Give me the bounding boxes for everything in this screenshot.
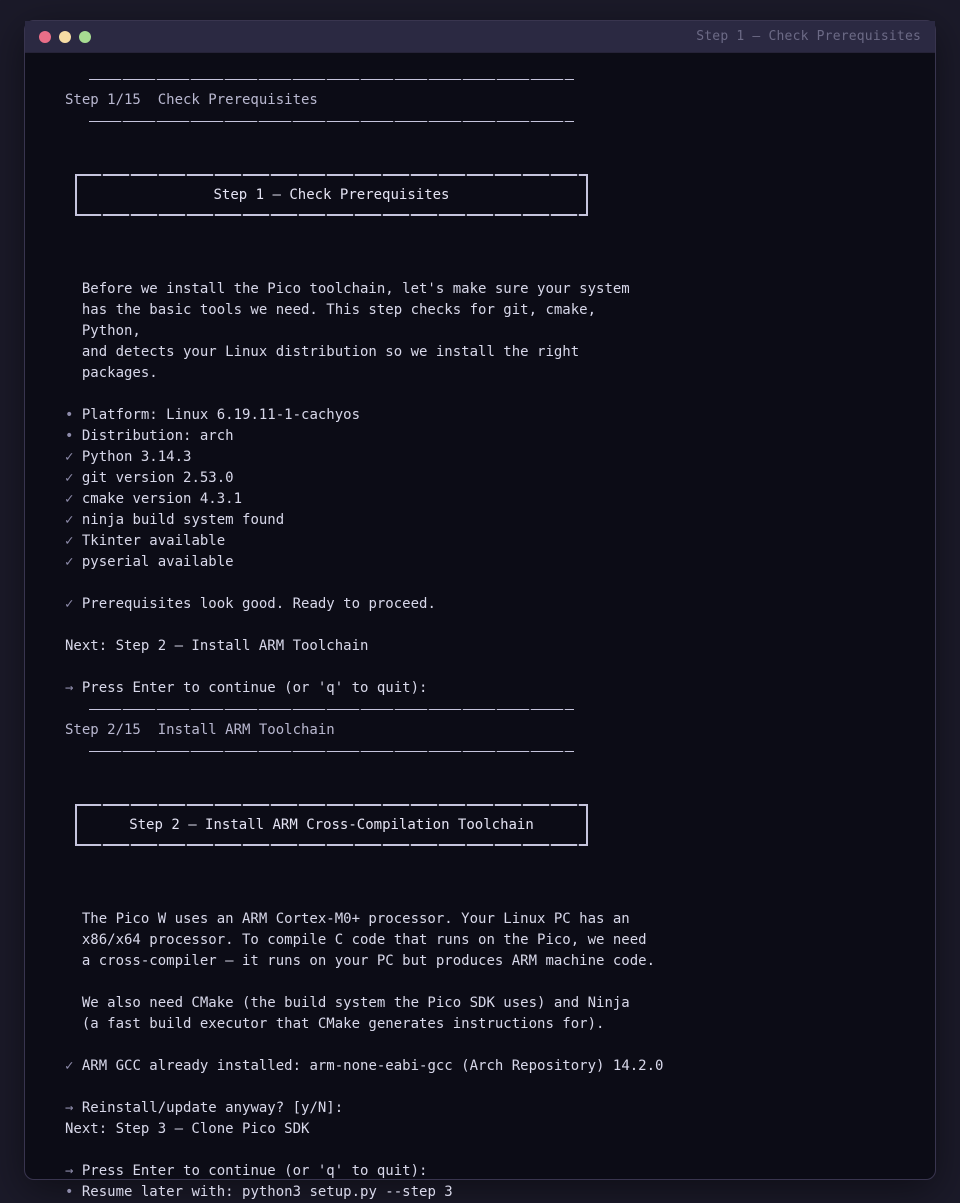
step2-intro-line: x86/x64 processor. To compile C code that runs on the Pico, we need bbox=[81, 932, 647, 948]
spacer bbox=[25, 1035, 935, 1056]
check-icon: ✓ bbox=[65, 554, 74, 570]
check-item: ✓ git version 2.53.0 bbox=[65, 470, 234, 486]
window-titlebar bbox=[25, 21, 935, 53]
step1-next-line: Next: Step 2 — Install ARM Toolchain bbox=[65, 638, 369, 654]
window-title: Step 1 — Check Prerequisites bbox=[696, 29, 921, 44]
check-icon: ✓ bbox=[65, 449, 74, 465]
step1-banner-box bbox=[75, 174, 588, 216]
window-controls bbox=[39, 31, 91, 43]
step1-intro-line: and detects your Linux distribution so we install the right bbox=[81, 344, 580, 360]
step2-banner-title: Step 2 — Install ARM Cross-Compilation Toolchain bbox=[129, 816, 534, 833]
check-item: • Platform: Linux 6.19.11-1-cachyos bbox=[65, 407, 361, 423]
step1-progress-name: Check Prerequisites bbox=[157, 92, 318, 108]
step1-summary: ✓ Prerequisites look good. Ready to proceed. bbox=[65, 596, 436, 612]
step2-continue-prompt[interactable]: → Press Enter to continue (or 'q' to quit): bbox=[65, 1163, 428, 1179]
step1-banner-title: Step 1 — Check Prerequisites bbox=[213, 186, 450, 203]
step2-intro-line: (a fast build executor that CMake generates instructions for). bbox=[81, 1016, 605, 1032]
bullet-icon: • bbox=[65, 1184, 74, 1200]
step1-intro-line: has the basic tools we need. This step checks for git, cmake, bbox=[81, 302, 597, 318]
check-item: ✓ Tkinter available bbox=[65, 533, 226, 549]
check-icon: ✓ bbox=[65, 596, 74, 612]
spacer bbox=[25, 216, 935, 258]
spacer bbox=[25, 384, 935, 405]
step1-progress-line bbox=[25, 90, 935, 111]
spacer bbox=[25, 132, 935, 174]
step1-intro-line: Before we install the Pico toolchain, let's make sure your system bbox=[81, 281, 630, 297]
step2-next-line: Next: Step 3 — Clone Pico SDK bbox=[65, 1121, 310, 1137]
spacer bbox=[25, 888, 935, 909]
check-icon: ✓ bbox=[65, 533, 74, 549]
check-item: ✓ ninja build system found bbox=[65, 512, 285, 528]
arrow-icon: → bbox=[65, 1100, 74, 1116]
bullet-icon: • bbox=[65, 428, 74, 444]
close-button[interactable] bbox=[39, 31, 51, 43]
spacer bbox=[25, 615, 935, 636]
check-item: ✓ ARM GCC already installed: arm-none-eabi-gcc (Arch Repository) 14.2.0 bbox=[65, 1058, 664, 1074]
check-icon: ✓ bbox=[65, 470, 74, 486]
step2-reinstall-prompt[interactable]: → Reinstall/update anyway? [y/N]: bbox=[65, 1100, 344, 1116]
check-item: ✓ Python 3.14.3 bbox=[65, 449, 192, 465]
minimize-button[interactable] bbox=[59, 31, 71, 43]
check-icon: ✓ bbox=[65, 1058, 74, 1074]
step2-resume-line: • Resume later with: python3 setup.py --step 3 bbox=[65, 1184, 453, 1200]
spacer bbox=[25, 762, 935, 804]
step1-continue-prompt[interactable]: → Press Enter to continue (or 'q' to quit): bbox=[65, 680, 428, 696]
step2-progress-label: Step 2/15 bbox=[65, 722, 141, 738]
step2-intro-line: We also need CMake (the build system the Pico SDK uses) and Ninja bbox=[81, 995, 630, 1011]
check-item: ✓ cmake version 4.3.1 bbox=[65, 491, 243, 507]
step1-intro-line: packages. bbox=[81, 365, 158, 381]
bullet-icon: • bbox=[65, 407, 74, 423]
spacer bbox=[25, 657, 935, 678]
arrow-icon: → bbox=[65, 1163, 74, 1179]
step2-banner-box bbox=[75, 804, 588, 846]
spacer-line bbox=[25, 972, 935, 993]
check-icon: ✓ bbox=[65, 512, 74, 528]
terminal-window bbox=[24, 20, 936, 1200]
maximize-button[interactable] bbox=[79, 31, 91, 43]
check-item: ✓ pyserial available bbox=[65, 554, 234, 570]
step1-rule-bottom bbox=[25, 111, 935, 132]
terminal-screen[interactable] bbox=[25, 53, 935, 1200]
check-item: • Distribution: arch bbox=[65, 428, 234, 444]
step1-intro-line: Python, bbox=[81, 323, 141, 339]
step1-rule-top bbox=[25, 69, 935, 90]
step2-rule-bottom bbox=[25, 741, 935, 762]
step2-progress-name: Install ARM Toolchain bbox=[157, 722, 335, 738]
step2-progress-line bbox=[25, 720, 935, 741]
arrow-icon: → bbox=[65, 680, 74, 696]
spacer bbox=[25, 846, 935, 888]
terminal-output bbox=[25, 53, 935, 1200]
step2-intro-line: The Pico W uses an ARM Cortex-M0+ processor. Your Linux PC has an bbox=[81, 911, 630, 927]
step1-progress-label: Step 1/15 bbox=[65, 92, 141, 108]
step2-intro-line: a cross-compiler — it runs on your PC but produces ARM machine code. bbox=[81, 953, 656, 969]
spacer bbox=[25, 1140, 935, 1161]
spacer bbox=[25, 1077, 935, 1098]
check-icon: ✓ bbox=[65, 491, 74, 507]
spacer bbox=[25, 573, 935, 594]
step2-rule-top bbox=[25, 699, 935, 720]
spacer bbox=[25, 258, 935, 279]
